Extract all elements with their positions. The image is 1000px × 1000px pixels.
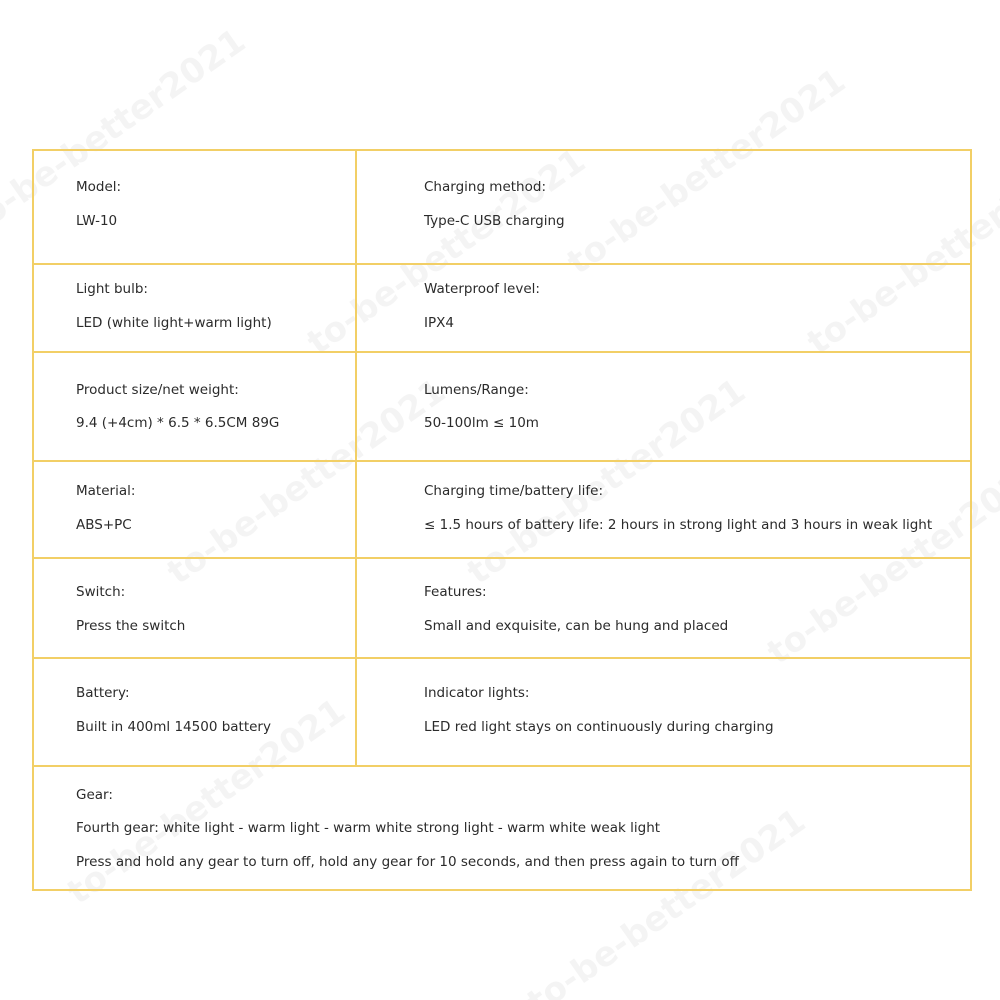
gear-label: Gear: xyxy=(76,787,113,803)
battery-label: Battery: xyxy=(76,685,130,701)
row-divider xyxy=(34,557,970,559)
spec-table xyxy=(32,149,972,891)
features-label: Features: xyxy=(424,584,487,600)
indicator-lights-label: Indicator lights: xyxy=(424,685,530,701)
model-value: LW-10 xyxy=(76,213,118,229)
waterproof-label: Waterproof level: xyxy=(424,281,540,297)
column-divider xyxy=(355,151,357,767)
gear-description-line-2: Press and hold any gear to turn off, hold any gear for 10 seconds, and then press again to turn off xyxy=(76,854,739,870)
model-label: Model: xyxy=(76,179,122,195)
size-weight-value: 9.4 (+4cm) * 6.5 * 6.5CM 89G xyxy=(76,415,280,431)
waterproof-value: IPX4 xyxy=(424,315,454,331)
lumens-range-value: 50-100lm ≤ 10m xyxy=(424,415,539,431)
row-divider xyxy=(34,460,970,462)
row-divider xyxy=(34,263,970,265)
light-bulb-value: LED (white light+warm light) xyxy=(76,315,272,331)
features-value: Small and exquisite, can be hung and placed xyxy=(424,618,729,634)
charging-method-value: Type-C USB charging xyxy=(424,213,565,229)
row-divider xyxy=(34,351,970,353)
material-label: Material: xyxy=(76,483,136,499)
charging-time-label: Charging time/battery life: xyxy=(424,483,604,499)
lumens-range-label: Lumens/Range: xyxy=(424,382,529,398)
charging-method-label: Charging method: xyxy=(424,179,546,195)
row-divider xyxy=(34,765,970,767)
row-divider xyxy=(34,657,970,659)
light-bulb-label: Light bulb: xyxy=(76,281,148,297)
gear-description-line-1: Fourth gear: white light - warm light - warm white strong light - warm white weak light xyxy=(76,820,661,836)
material-value: ABS+PC xyxy=(76,517,132,533)
size-weight-label: Product size/net weight: xyxy=(76,382,239,398)
charging-time-value: ≤ 1.5 hours of battery life: 2 hours in strong light and 3 hours in weak light xyxy=(424,517,933,533)
switch-label: Switch: xyxy=(76,584,126,600)
battery-value: Built in 400ml 14500 battery xyxy=(76,719,271,735)
indicator-lights-value: LED red light stays on continuously during charging xyxy=(424,719,774,735)
switch-value: Press the switch xyxy=(76,618,186,634)
